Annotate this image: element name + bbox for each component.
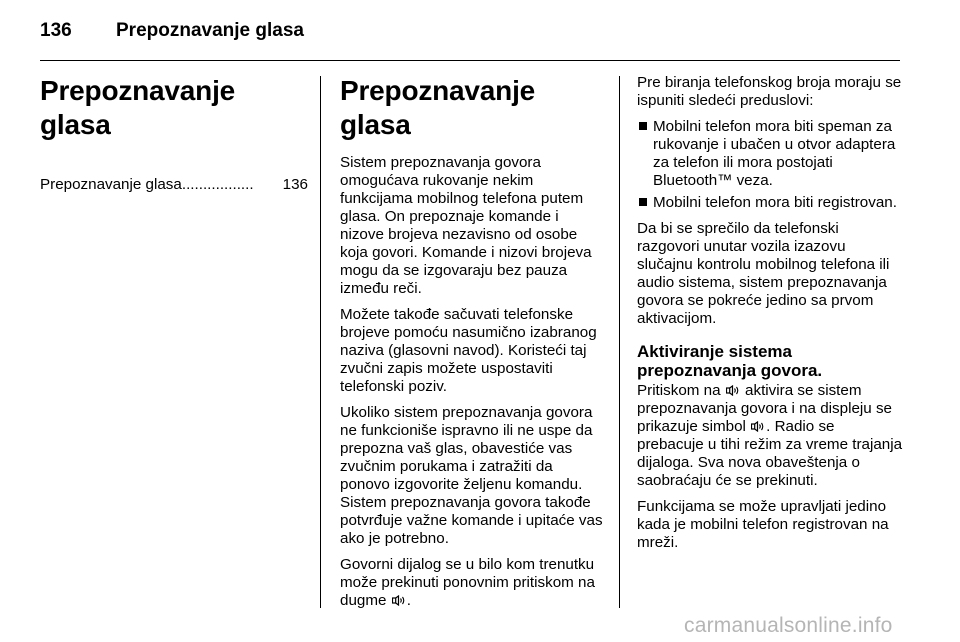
body-column-2 [637,74,904,560]
paragraph: Funkcijama se može upravljati jedino kada je mobilni telefon registrovan na mreži. [637,498,889,551]
paragraph: Ukoliko sistem prepoznavanja govora ne funkcioniše ispravno ili ne uspe da prepozna vaš glas, obavestiće vas zvučnim porukama i zatražiti da ponovo izgovorite željenu komandu. Sistem prepoznavanja govora takođe potvrđuje važne komande i upitaće vas ako je potrebno. [340,404,603,547]
column-divider-2 [619,76,620,608]
watermark: carmanualsonline.info [684,614,893,637]
paragraph [340,556,606,610]
toc-column [40,74,308,194]
page-number: 136 [40,20,72,41]
toc-entry-page: 136 [282,176,308,193]
body-column-1 [340,74,606,618]
paragraph-end: . [406,592,411,609]
chapter-title: Prepoznavanje glasa [40,75,236,140]
paragraph: Možete takođe sačuvati telefonske brojeve pomoću nasumično izabranog naziva (glasovni navod). Koristeći taj zvučni zapis možete uspostaviti telefonski poziv. [340,306,597,395]
column-divider-1 [320,76,321,608]
paragraph-text: Govorni dijalog se u bilo kom trenutku može prekinuti ponovnim pritiskom na dugme [340,556,595,609]
voice-command-icon [751,421,765,432]
header-title: Prepoznavanje glasa [116,20,304,41]
toc-leader-dots: ................. [181,176,254,193]
paragraph [637,382,904,490]
paragraph: Pre biranja telefonskog broja moraju se ispuniti sledeći preduslovi: [637,74,902,109]
list-item [637,194,904,212]
toc-entry[interactable] [40,176,308,194]
square-bullet-icon [639,198,647,206]
square-bullet-icon [639,122,647,130]
section-title: Prepoznavanje glasa [340,75,536,140]
prerequisite-list [637,118,904,212]
subsection-title: Aktiviranje sistema prepoznavanja govora. [637,342,823,380]
voice-command-icon [726,385,740,396]
list-item-text: Mobilni telefon mora biti registrovan. [653,194,897,211]
list-item-text: Mobilni telefon mora biti speman za rukovanje i ubačen u otvor adaptera za telefon ili mora postojati Bluetooth™ veza. [653,118,896,189]
toc-entry-label: Prepoznavanje glasa [40,176,182,193]
list-item [637,118,904,190]
paragraph-text: Pritiskom na [637,382,721,399]
paragraph-text: aktivira se sistem prepoznavanja govora i na displeju se prikazuje simbol [637,382,892,435]
paragraph: Da bi se sprečilo da telefonski razgovori unutar vozila izazovu slučajnu kontrolu mobilnog telefona ili audio sistema, sistem prepoznavanja govora se pokreće jedino sa prvom aktivacijom. [637,220,890,327]
paragraph-text: . Radio se prebacuje u tihi režim za vreme trajanja dijaloga. Sva nova obaveštenja o saobraćaju će se prekinuti. [637,418,903,489]
paragraph: Sistem prepoznavanja govora omogućava rukovanje nekim funkcijama mobilnog telefona putem glasa. On prepoznaje komande i nizove brojeva nezavisno od osobe koja govori. Komande i nizovi brojeva mogu da se izgovaraju bez pauza između reči. [340,154,592,297]
header-rule [40,60,900,61]
voice-command-icon [392,595,406,606]
